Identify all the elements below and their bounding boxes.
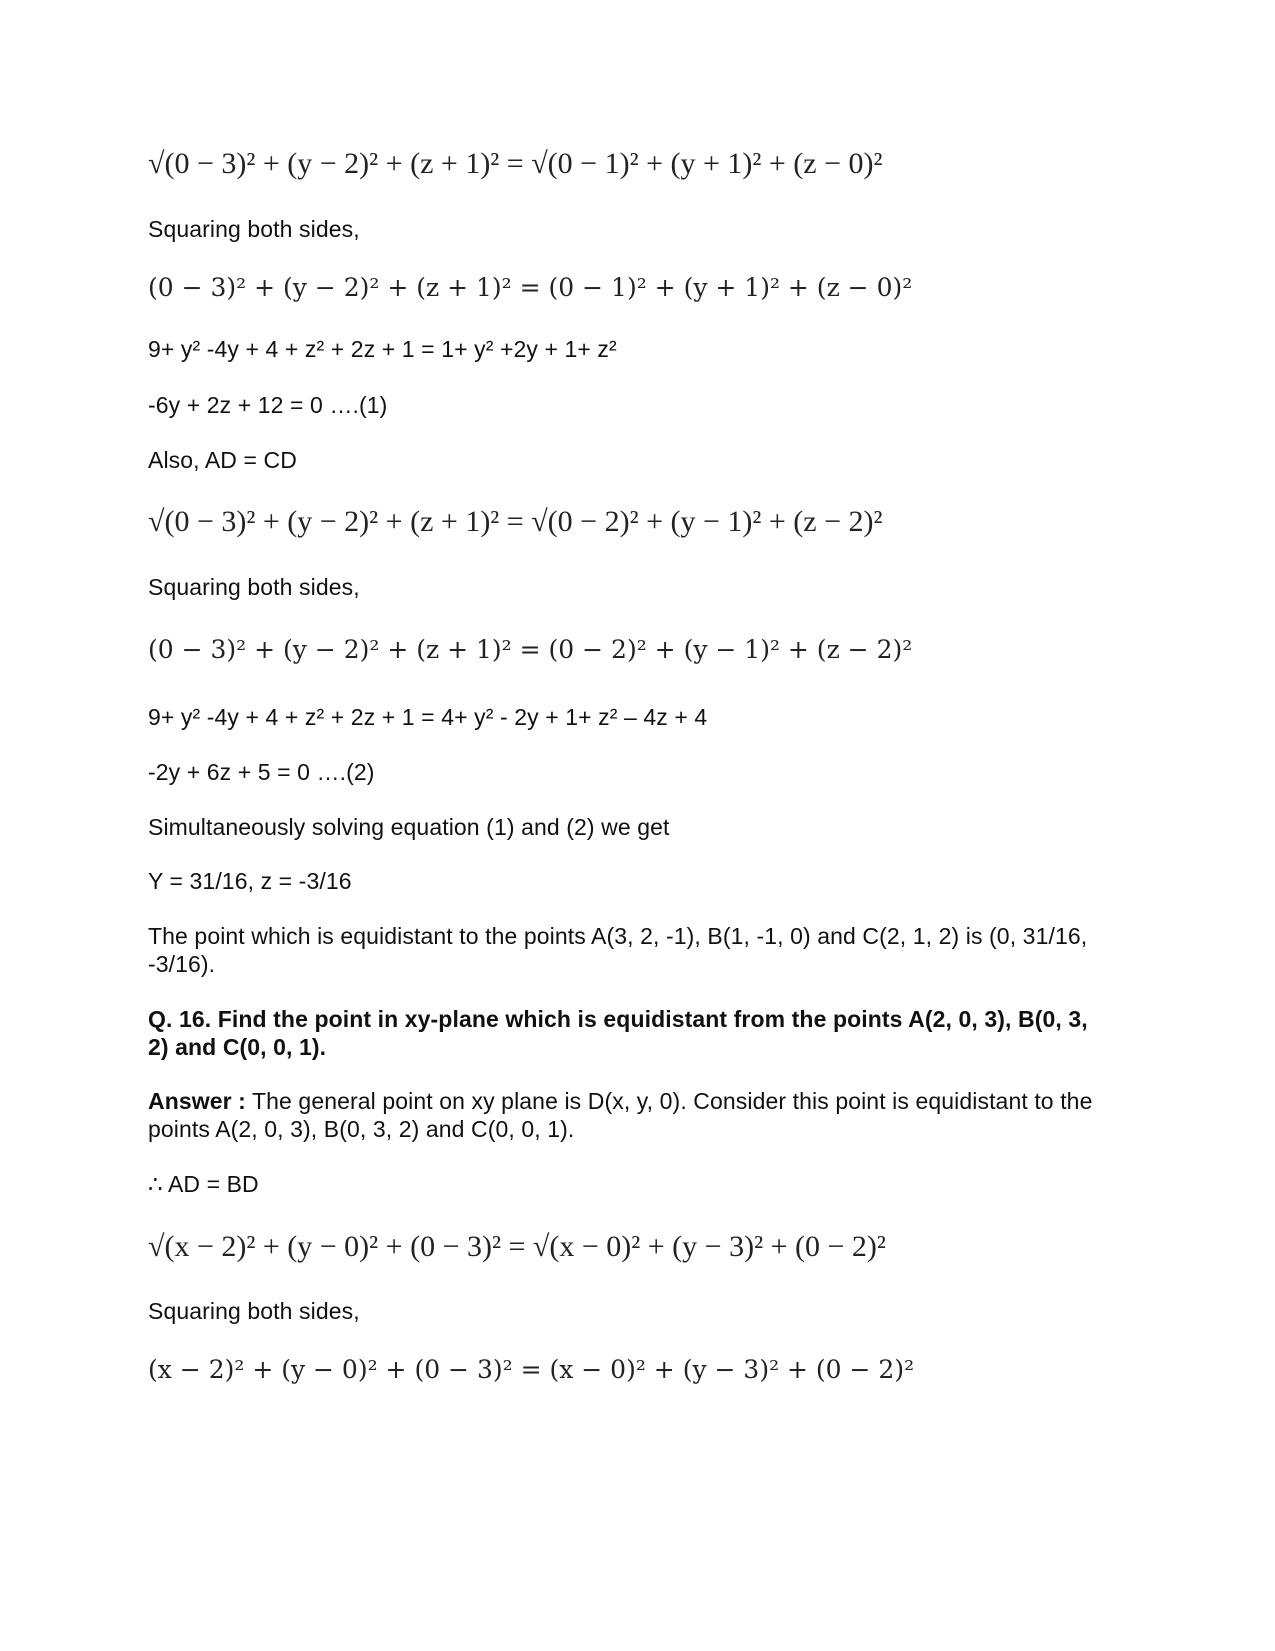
equation-squared-1: (0 − 3)² + (y − 2)² + (z + 1)² = (0 − 1)² + (y + 1)² + (z − 0)² [148,273,913,302]
equation-sqrt-ad-cd: √(0 − 3)² + (y − 2)² + (z + 1)² = √(0 − 2)² + (y − 1)² + (z − 2)² [148,505,883,538]
text-squaring-2: Squaring both sides, [148,574,360,600]
answer-paragraph [148,1087,1108,1143]
equation-2: -2y + 6z + 5 = 0 ….(2) [148,759,375,785]
answer-text: The general point on xy plane is D(x, y, 0). Consider this point is equidistant to the points A(2, 0, 3), B(0, 3, 2) and C(0, 0, 1). [148,1088,1093,1142]
text-squaring-1: Squaring both sides, [148,216,360,242]
text-solution: Y = 31/16, z = -3/16 [148,868,352,894]
text-simultaneous: Simultaneously solving equation (1) and (2) we get [148,814,670,840]
text-also-ad-cd: Also, AD = CD [148,447,297,473]
question-16: Q. 16. Find the point in xy-plane which is equidistant from the points A(2, 0, 3), B(0, 3, 2) and C(0, 0, 1). [148,1006,1088,1060]
text-expansion-1: 9+ y² -4y + 4 + z² + 2z + 1 = 1+ y² +2y + 1+ z² [148,336,617,362]
text-therefore-ad-bd: ∴ AD = BD [148,1171,259,1197]
equation-sqrt-ad-bd-2: √(x − 2)² + (y − 0)² + (0 − 3)² = √(x − 0)² + (y − 3)² + (0 − 2)² [148,1230,886,1263]
equation-sqrt-ad-bd-1: √(0 − 3)² + (y − 2)² + (z + 1)² = √(0 − 1)² + (y + 1)² + (z − 0)² [148,147,883,180]
text-squaring-3: Squaring both sides, [148,1298,360,1324]
text-expansion-2: 9+ y² -4y + 4 + z² + 2z + 1 = 4+ y² - 2y + 1+ z² – 4z + 4 [148,704,708,730]
equation-1: -6y + 2z + 12 = 0 ….(1) [148,392,388,418]
equation-squared-2: (0 − 3)² + (y − 2)² + (z + 1)² = (0 − 2)² + (y − 1)² + (z − 2)² [148,635,913,664]
text-conclusion: The point which is equidistant to the points A(3, 2, -1), B(1, -1, 0) and C(2, 1, 2) is (0, 31/16, -3/16). [148,923,1088,977]
answer-label: Answer : [148,1088,246,1114]
equation-squared-3: (x − 2)² + (y − 0)² + (0 − 3)² = (x − 0)² + (y − 3)² + (0 − 2)² [148,1355,915,1384]
